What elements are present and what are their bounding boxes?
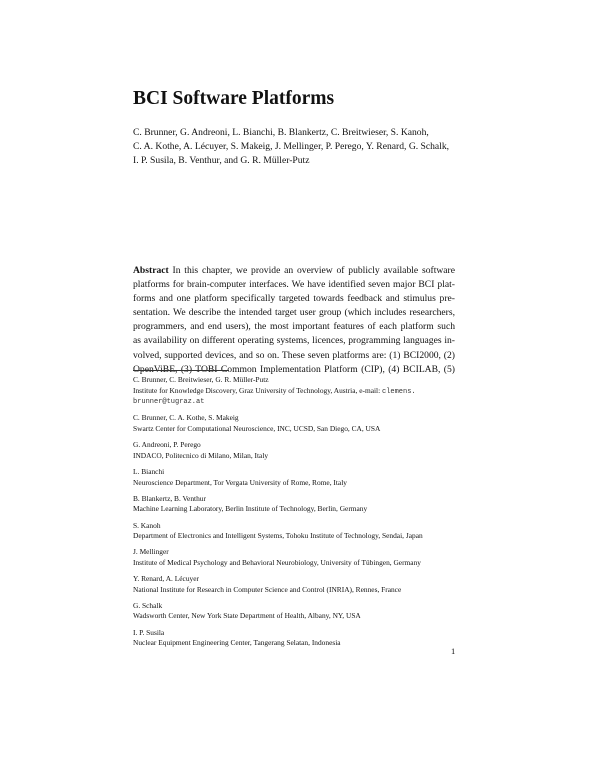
footnote-names: G. Schalk <box>133 600 163 610</box>
author-line: I. P. Susila, B. Venthur, and G. R. Müller-Putz <box>133 155 310 167</box>
footnote-affiliation: Swartz Center for Computational Neuroscience, INC, UCSD, San Diego, CA, USA <box>133 423 381 433</box>
abstract-line: Abstract In this chapter, we provide an overview of publicly available software <box>133 265 455 276</box>
paper-title: BCI Software Platforms <box>133 88 335 109</box>
affiliation-footnotes <box>133 375 473 654</box>
footnote-names: G. Andreoni, P. Perego <box>133 440 201 450</box>
abstract-line: platforms for brain-computer interfaces. We have identified seven major BCI plat- <box>133 279 455 291</box>
email-link[interactable]: clemens. <box>382 387 416 396</box>
footnote <box>133 375 473 408</box>
footnote-affiliation: Wadsworth Center, New York State Department of Health, Albany, NY, USA <box>133 611 361 621</box>
footnote-divider <box>133 370 229 371</box>
footnote-names: Y. Renard, A. Lécuyer <box>133 574 199 584</box>
footnote <box>133 521 473 542</box>
footnote-names: C. Brunner, C. Breitwieser, G. R. Müller-Putz <box>133 375 269 384</box>
author-line: C. Brunner, G. Andreoni, L. Bianchi, B. Blankertz, C. Breitwieser, S. Kanoh, <box>133 127 429 138</box>
abstract-line: forms and one platform specifically targeted towards feedback and stimulus pre- <box>133 293 455 305</box>
footnote <box>133 574 473 595</box>
footnote-names: C. Brunner, C. A. Kothe, S. Makeig <box>133 413 239 423</box>
footnote <box>133 440 473 461</box>
abstract-line: OpenViBE, (3) TOBI Common Implementation Platform (CIP), (4) BCILAB, (5) <box>133 363 455 375</box>
footnote <box>133 494 473 515</box>
footnote-affiliation: Institute for Knowledge Discovery, Graz University of Technology, Austria, e-mail: clemens. <box>133 385 416 396</box>
footnote-affiliation: Nuclear Equipment Engineering Center, Tangerang Selatan, Indonesia <box>133 638 341 648</box>
footnote-affiliation: Neuroscience Department, Tor Vergata University of Rome, Rome, Italy <box>133 477 347 487</box>
footnote-affiliation: Department of Electronics and Intelligent Systems, Tohoku Institute of Technology, Sendai, Japan <box>133 531 423 541</box>
page-number: 1 <box>451 646 456 656</box>
footnote-affiliation: Machine Learning Laboratory, Berlin Institute of Technology, Berlin, Germany <box>133 504 368 514</box>
footnote <box>133 467 473 488</box>
abstract-line: as availability on different operating systems, licences, programming languages in- <box>133 335 455 347</box>
footnote <box>133 547 473 568</box>
author-list <box>133 126 473 169</box>
footnote <box>133 628 473 649</box>
footnote-names: S. Kanoh <box>133 520 161 530</box>
abstract-line: programmers, and end users), the most important features of each platform such <box>133 321 455 333</box>
abstract-label: Abstract <box>133 265 169 276</box>
footnote-affiliation: INDACO, Politecnico di Milano, Milan, Italy <box>133 450 269 460</box>
email-link-continued[interactable]: brunner@tugraz.at <box>133 398 205 407</box>
abstract <box>133 264 455 377</box>
footnote-names: I. P. Susila <box>133 627 165 637</box>
footnote-names: B. Blankertz, B. Venthur <box>133 493 206 503</box>
footnote-affiliation: National Institute for Research in Computer Science and Control (INRIA), Rennes, France <box>133 584 402 594</box>
footnote-affiliation: Institute of Medical Psychology and Behavioral Neurobiology, University of Tübingen, Germany <box>133 557 421 567</box>
footnote <box>133 601 473 622</box>
footnote <box>133 413 473 434</box>
abstract-line: volved, supported devices, and so on. These seven platforms are: (1) BCI2000, (2) <box>133 349 455 361</box>
author-line: C. A. Kothe, A. Lécuyer, S. Makeig, J. Mellinger, P. Perego, Y. Renard, G. Schalk, <box>133 141 450 153</box>
footnote-names: L. Bianchi <box>133 466 165 476</box>
abstract-line: sentation. We describe the intended target user group (which includes researchers, <box>133 307 455 319</box>
footnote-names: J. Mellinger <box>133 547 169 557</box>
